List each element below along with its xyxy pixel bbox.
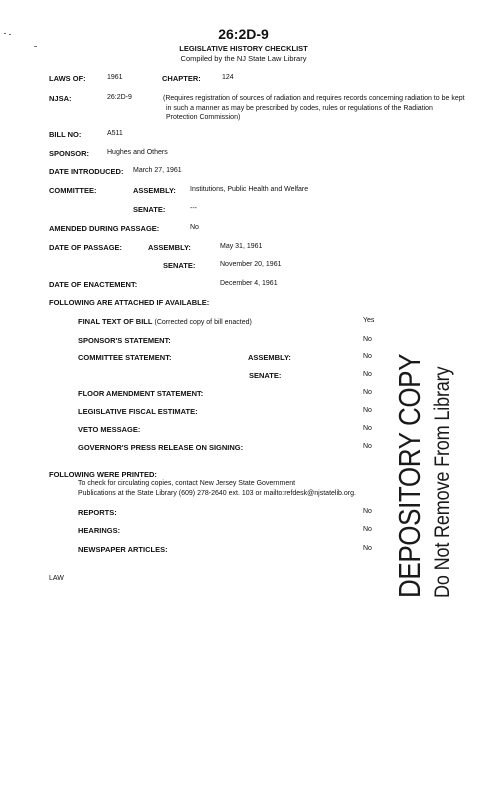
- amended-label: AMENDED DURING PASSAGE:: [49, 224, 160, 233]
- passage-senate-label: SENATE:: [163, 261, 196, 270]
- sponsor-value: Hughes and Others: [107, 149, 168, 156]
- amended-value: No: [190, 224, 199, 231]
- committee-senate-value: ---: [190, 205, 197, 212]
- depository-copy-stamp: DEPOSITORY COPY: [392, 353, 427, 598]
- reports-value: No: [363, 508, 372, 515]
- committee-statement-assembly-value: No: [363, 353, 372, 360]
- attached-heading: FOLLOWING ARE ATTACHED IF AVAILABLE:: [49, 298, 210, 307]
- date-introduced-label: DATE INTRODUCED:: [49, 167, 124, 176]
- fiscal-estimate-label: LEGISLATIVE FISCAL ESTIMATE:: [78, 407, 198, 416]
- sponsor-statement-value: No: [363, 336, 372, 343]
- committee-senate-label: SENATE:: [133, 205, 166, 214]
- newspaper-articles-value: No: [363, 545, 372, 552]
- do-not-remove-stamp: Do Not Remove From Library: [431, 366, 454, 598]
- bill-no-value: A511: [107, 130, 123, 137]
- printed-heading: FOLLOWING WERE PRINTED:: [49, 470, 157, 479]
- sponsor-statement-label: SPONSOR'S STATEMENT:: [78, 336, 171, 345]
- final-text-value: Yes: [363, 317, 375, 324]
- committee-statement-senate-label: SENATE:: [249, 371, 282, 380]
- committee-assembly-value: Institutions, Public Health and Welfare: [190, 186, 309, 193]
- chapter-value: 124: [222, 74, 234, 81]
- press-release-value: No: [363, 443, 372, 450]
- reports-label: REPORTS:: [78, 508, 117, 517]
- passage-label: DATE OF PASSAGE:: [49, 243, 123, 252]
- bill-no-label: BILL NO:: [49, 130, 82, 139]
- printed-note-line2: Publications at the State Library (609) 278-2640 ext. 103 or mailto:refdesk@njstatelib.org.: [78, 490, 356, 497]
- hearings-value: No: [363, 526, 372, 533]
- enactment-value: December 4, 1961: [220, 280, 278, 287]
- njsa-description: (Requires registration of sources of radiation and requires records concerning radiation to be kept in such a manner as may be prescribed by codes, rules or regulations of the Radiation Protection Commission): [163, 95, 465, 121]
- document-title: 26:2D-9: [218, 26, 269, 42]
- printed-note-line1: To check for circulating copies, contact New Jersey State Government: [78, 480, 296, 487]
- committee-statement-assembly-label: ASSEMBLY:: [248, 353, 291, 362]
- passage-senate-value: November 20, 1961: [220, 261, 282, 268]
- laws-of-label: LAWS OF:: [49, 74, 86, 83]
- committee-label: COMMITTEE:: [49, 186, 97, 195]
- hearings-label: HEARINGS:: [78, 526, 121, 535]
- veto-message-value: No: [363, 425, 372, 432]
- final-text-label: FINAL TEXT OF BILL: [78, 317, 153, 326]
- floor-amendment-value: No: [363, 389, 372, 396]
- passage-assembly-value: May 31, 1961: [220, 243, 263, 250]
- veto-message-label: VETO MESSAGE:: [78, 425, 141, 434]
- njsa-value: 26:2D-9: [107, 94, 132, 101]
- njsa-label: NJSA:: [49, 94, 72, 103]
- final-text-row: [78, 317, 252, 326]
- committee-statement-label: COMMITTEE STATEMENT:: [78, 353, 172, 362]
- sponsor-label: SPONSOR:: [49, 149, 90, 158]
- fiscal-estimate-value: No: [363, 407, 372, 414]
- newspaper-articles-label: NEWSPAPER ARTICLES:: [78, 545, 168, 554]
- chapter-label: CHAPTER:: [162, 74, 201, 83]
- press-release-label: GOVERNOR'S PRESS RELEASE ON SIGNING:: [78, 443, 244, 452]
- document-subtitle: LEGISLATIVE HISTORY CHECKLIST: [179, 44, 308, 53]
- laws-of-value: 1961: [107, 74, 123, 81]
- passage-assembly-label: ASSEMBLY:: [148, 243, 191, 252]
- footer-law: LAW: [49, 575, 64, 582]
- final-text-note: (Corrected copy of bill enacted): [154, 319, 252, 326]
- enactment-label: DATE OF ENACTEMENT:: [49, 280, 138, 289]
- compiled-by: Compiled by the NJ State Law Library: [180, 54, 307, 63]
- committee-statement-senate-value: No: [363, 371, 372, 378]
- date-introduced-value: March 27, 1961: [133, 167, 182, 174]
- committee-assembly-label: ASSEMBLY:: [133, 186, 176, 195]
- floor-amendment-label: FLOOR AMENDMENT STATEMENT:: [78, 389, 204, 398]
